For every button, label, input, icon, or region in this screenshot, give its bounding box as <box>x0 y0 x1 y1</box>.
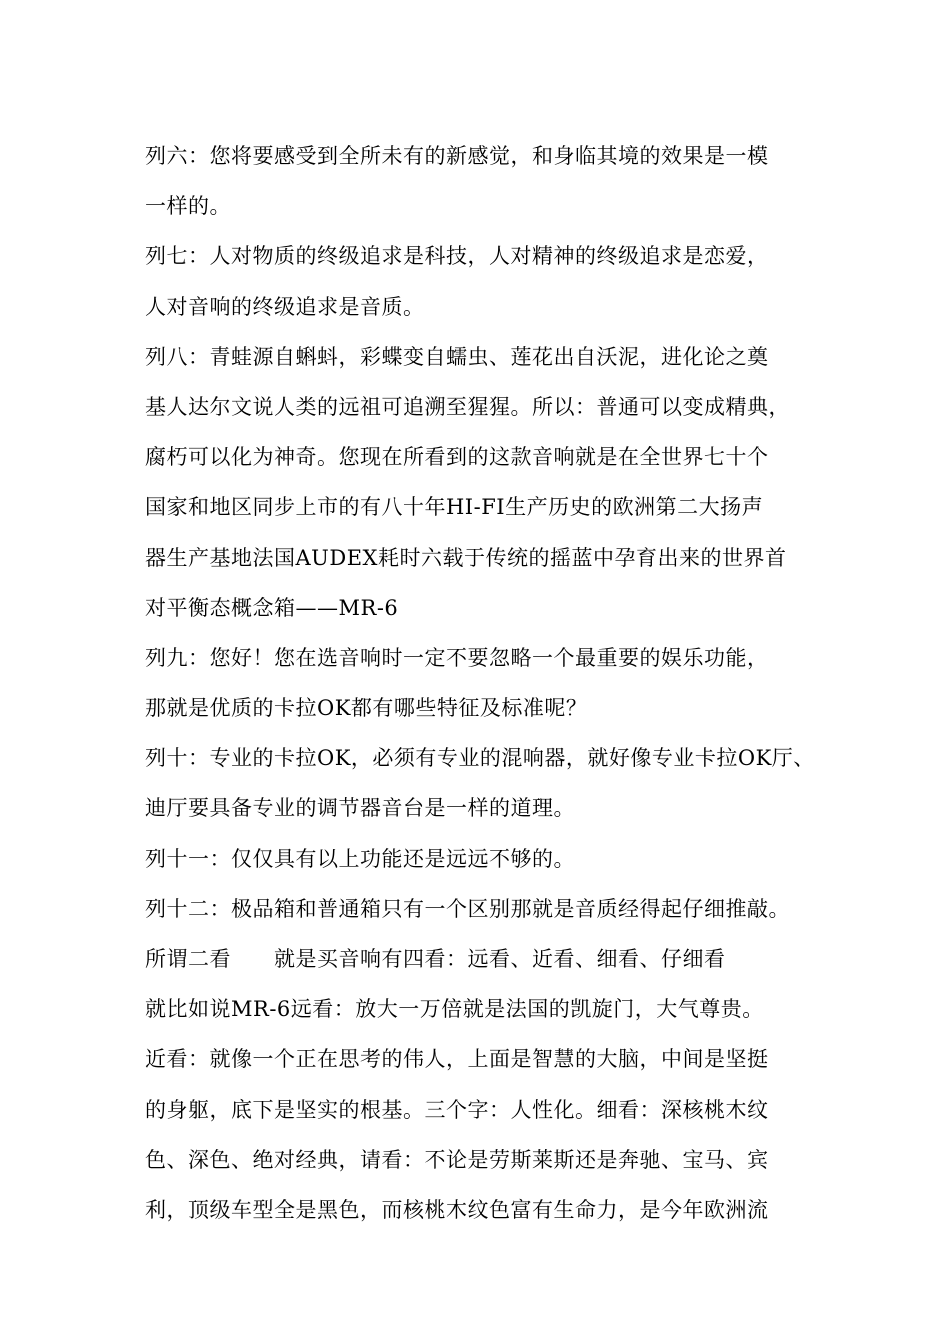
text-line: 基人达尔文说人类的远祖可追溯至猩猩。所以：普通可以变成精典， <box>145 394 790 419</box>
text-line: 的身躯，底下是坚实的根基。三个字：人性化。细看：深核桃木纹 <box>145 1097 769 1122</box>
text-line: 列六：您将要感受到全所未有的新感觉，和身临其境的效果是一模 <box>145 144 769 168</box>
text-line: 列十二：极品箱和普通箱只有一个区别那就是音质经得起仔细推敲。 <box>145 896 790 921</box>
text-line: 利，顶级车型全是黑色，而核桃木纹色富有生命力，是今年欧洲流 <box>145 1197 769 1222</box>
text-line: 腐朽可以化为神奇。您现在所看到的这款音响就是在全世界七十个 <box>145 445 769 470</box>
text-line: 列十：专业的卡拉OK，必须有专业的混响器，就好像专业卡拉OK厅、 <box>145 746 815 771</box>
text-line: 一样的。 <box>145 194 231 219</box>
text-line: 列十一：仅仅具有以上功能还是远远不够的。 <box>145 846 575 871</box>
text-line: 列七：人对物质的终级追求是科技，人对精神的终级追求是恋爱， <box>145 244 769 269</box>
text-line: 色、深色、绝对经典，请看：不论是劳斯莱斯还是奔驰、宝马、宾 <box>145 1147 769 1172</box>
text-line: 列九：您好！您在选音响时一定不要忽略一个最重要的娱乐功能， <box>145 645 769 670</box>
text-line: 对平衡态概念箱——MR-6 <box>145 595 399 620</box>
text-line: 那就是优质的卡拉OK都有哪些特征及标准呢？ <box>145 696 588 721</box>
text-line: 人对音响的终级追求是音质。 <box>145 294 425 319</box>
text-line: 就比如说MR-6远看：放大一万倍就是法国的凯旋门，大气尊贵。 <box>145 997 764 1022</box>
text-line: 国家和地区同步上市的有八十年HI-FI生产历史的欧洲第二大扬声 <box>145 495 764 520</box>
text-line: 近看：就像一个正在思考的伟人，上面是智慧的大脑，中间是坚挺 <box>145 1047 769 1072</box>
document-body <box>145 131 835 1235</box>
text-line: 迪厅要具备专业的调节器音台是一样的道理。 <box>145 796 575 821</box>
text-line: 列八：青蛙源自蝌蚪，彩蝶变自蠕虫、莲花出自沃泥，进化论之奠 <box>145 344 769 369</box>
text-line: 器生产基地法国AUDEX耗时六载于传统的摇蓝中孕育出来的世界首 <box>145 545 787 570</box>
text-line: 所谓二看 就是买音响有四看：远看、近看、细看、仔细看 <box>145 947 726 971</box>
